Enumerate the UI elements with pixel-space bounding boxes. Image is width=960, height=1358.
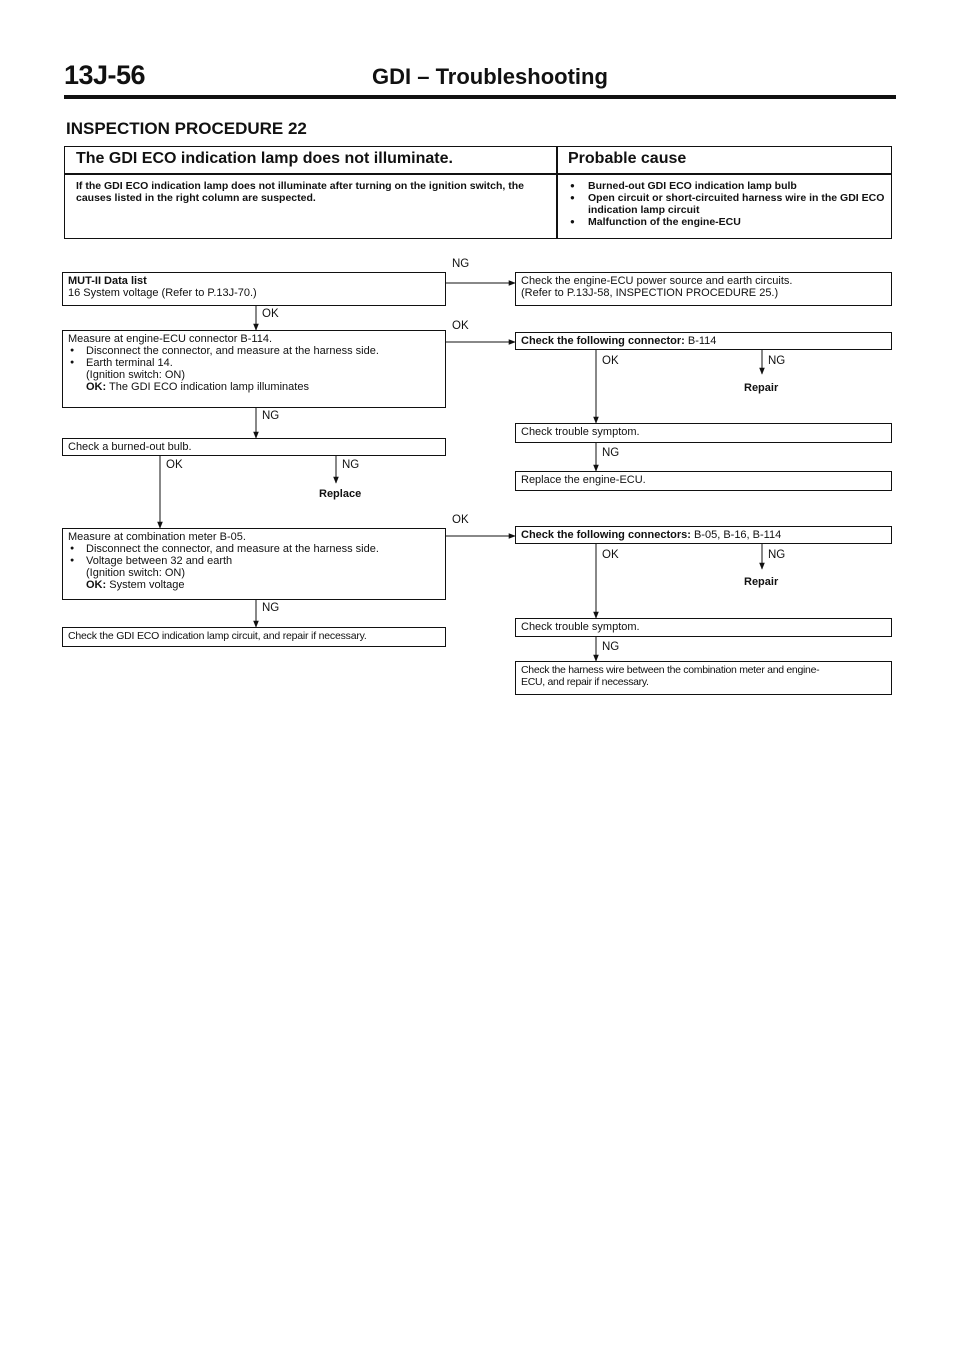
measure-ecu-title: Measure at engine-ECU connector B-114. — [68, 333, 273, 345]
ok-label: OK — [602, 549, 619, 561]
ok-key: OK: — [86, 381, 107, 393]
ng-label: NG — [768, 355, 786, 367]
connector-id: B-114 — [687, 335, 717, 347]
procedure-title: INSPECTION PROCEDURE 22 — [66, 119, 307, 138]
check-connector-2-box — [515, 526, 892, 544]
page-number: 13J-56 — [64, 60, 146, 90]
check-harness-line: ECU, and repair if necessary. — [521, 676, 649, 688]
repair-label: Repair — [744, 382, 779, 394]
measure-meter-step: ● Voltage between 32 and earth — [68, 555, 440, 567]
check-connector-1-box — [515, 332, 892, 350]
check-harness-box — [515, 661, 892, 695]
measure-meter-condition: (Ignition switch: ON) — [86, 567, 186, 579]
mut-data-list-box — [62, 272, 446, 306]
ok-label: OK — [602, 355, 619, 367]
measure-ecu-step: ● Earth terminal 14. — [68, 357, 440, 369]
ng-label: NG — [262, 410, 280, 422]
ng-label: NG — [262, 602, 280, 614]
ng-label: NG — [602, 447, 620, 459]
cause-item: ● Malfunction of the engine-ECU — [568, 216, 886, 228]
check-power-line: (Refer to P.13J-58, INSPECTION PROCEDURE 25.) — [521, 287, 779, 299]
ok-criteria: The GDI ECO indication lamp illuminates — [109, 381, 309, 393]
ng-label: NG — [602, 641, 620, 653]
check-power-box — [515, 272, 892, 306]
ok-label: OK — [262, 308, 279, 320]
connector-id: B-05, B-16, B-114 — [693, 529, 782, 541]
symptom-text: If the GDI ECO indication lamp does not illuminate after turning on the ignition switch, the causes listed in the right column are suspected. — [76, 180, 525, 204]
measure-meter-step: ● Disconnect the connector, and measure at the harness side. — [68, 543, 440, 555]
measure-meter-box — [62, 528, 446, 600]
ok-criteria: System voltage — [109, 579, 185, 591]
check-harness-line: Check the harness wire between the combination meter and engine- — [521, 664, 820, 676]
replace-label: Replace — [319, 488, 362, 500]
check-bulb-box — [62, 438, 446, 456]
mut-title: MUT-II Data list — [68, 275, 147, 287]
ng-label: NG — [342, 459, 360, 471]
lamp-circuit-box — [62, 627, 446, 647]
ng-label: NG — [768, 549, 786, 561]
repair-label: Repair — [744, 576, 779, 588]
check-trouble-text: Check trouble symptom. — [521, 426, 640, 438]
check-bulb-text: Check a burned-out bulb. — [68, 441, 192, 453]
cause-heading: Probable cause — [568, 150, 687, 167]
measure-meter-title: Measure at combination meter B-05. — [68, 531, 246, 543]
measure-ecu-step: ● Disconnect the connector, and measure at the harness side. — [68, 345, 440, 357]
replace-ecu-box — [515, 471, 892, 491]
replace-ecu-text: Replace the engine-ECU. — [521, 474, 646, 486]
check-connector-title: Check the following connectors: — [521, 529, 691, 541]
ng-label: NG — [452, 258, 470, 270]
ok-key: OK: — [86, 579, 107, 591]
symptom-heading: The GDI ECO indication lamp does not illuminate. — [76, 150, 453, 167]
ok-label: OK — [452, 514, 469, 526]
check-connector-title: Check the following connector: — [521, 335, 685, 347]
measure-ecu-box — [62, 330, 446, 408]
lamp-circuit-text: Check the GDI ECO indication lamp circuit, and repair if necessary. — [68, 630, 367, 642]
measure-ecu-condition: (Ignition switch: ON) — [86, 369, 186, 381]
ok-label: OK — [166, 459, 183, 471]
check-trouble-2-box — [515, 618, 892, 637]
ok-label: OK — [452, 320, 469, 332]
cause-item: ● Burned-out GDI ECO indication lamp bulb — [568, 180, 886, 192]
section-title: GDI – Troubleshooting — [372, 64, 608, 89]
mut-item: 16 System voltage (Refer to P.13J-70.) — [68, 287, 257, 299]
cause-item: ● Open circuit or short-circuited harness wire in the GDI ECO indication lamp circuit — [568, 192, 886, 216]
check-trouble-1-box — [515, 423, 892, 443]
check-power-line: Check the engine-ECU power source and earth circuits. — [521, 275, 793, 287]
check-trouble-text: Check trouble symptom. — [521, 621, 640, 633]
